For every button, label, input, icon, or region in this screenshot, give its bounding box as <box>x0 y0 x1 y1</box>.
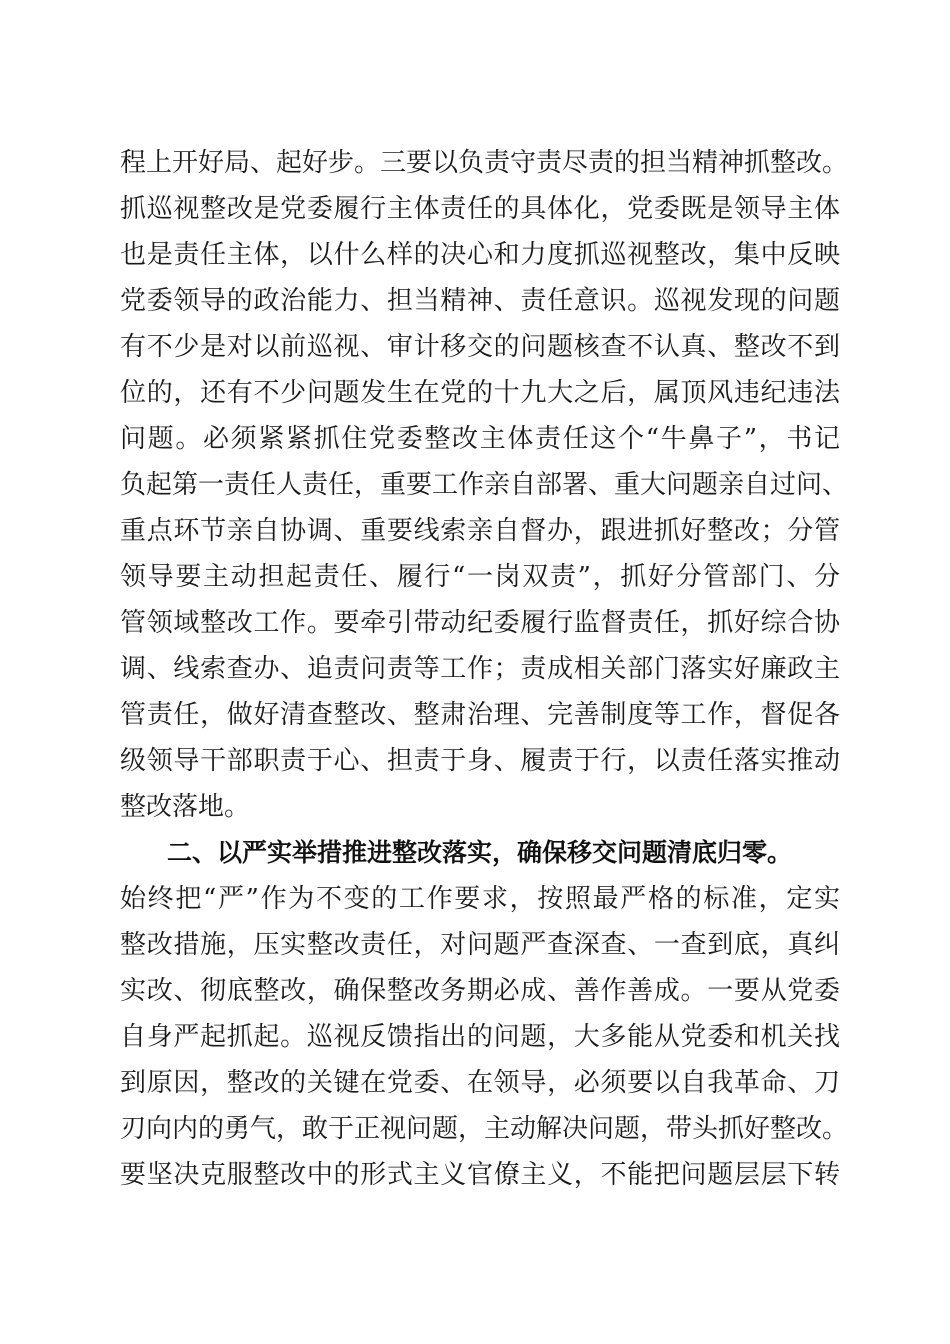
paragraph-line: 要坚决克服整改中的形式主义官僚主义，不能把问题层层下转 <box>120 1160 840 1190</box>
paragraph-line: 到原因，整改的关键在党委、在领导，必须要以自我革命、刀 <box>120 1068 840 1098</box>
paragraph-line: 整改措施，压实整改责任，对问题严查深查、一查到底，真纠 <box>120 930 840 960</box>
paragraph-line: 级领导干部职责于心、担责于身、履责于行，以责任落实推动 <box>120 746 840 776</box>
paragraph-line: 负起第一责任人责任，重要工作亲自部署、重大问题亲自过问、 <box>120 470 849 500</box>
paragraph-line: 程上开好局、起好步。三要以负责守责尽责的担当精神抓整改。 <box>120 148 849 178</box>
paragraph-line: 始终把“严”作为不变的工作要求，按照最严格的标准，定实 <box>120 884 840 914</box>
paragraph-line: 管领域整改工作。要牵引带动纪委履行监督责任，抓好综合协 <box>120 608 840 638</box>
paragraph-line: 管责任，做好清查整改、整肃治理、完善制度等工作，督促各 <box>120 700 840 730</box>
paragraph-line: 党委领导的政治能力、担当精神、责任意识。巡视发现的问题 <box>120 286 840 316</box>
paragraph-line: 刃向内的勇气，敢于正视问题，主动解决问题，带头抓好整改。 <box>120 1114 849 1144</box>
paragraph-line: 自身严起抓起。巡视反馈指出的问题，大多能从党委和机关找 <box>120 1022 840 1052</box>
paragraph-line: 调、线索查办、追责问责等工作；责成相关部门落实好廉政主 <box>120 654 840 684</box>
paragraph-line: 整改落地。 <box>120 792 251 822</box>
paragraph-line: 领导要主动担起责任、履行“一岗双责”，抓好分管部门、分 <box>120 562 840 592</box>
paragraph-line: 也是责任主体，以什么样的决心和力度抓巡视整改，集中反映 <box>120 240 840 270</box>
paragraph-line: 问题。必须紧紧抓住党委整改主体责任这个“牛鼻子”，书记 <box>120 424 840 454</box>
paragraph-line: 有不少是对以前巡视、审计移交的问题核查不认真、整改不到 <box>120 332 840 362</box>
paragraph-line: 实改、彻底整改，确保整改务期必成、善作善成。一要从党委 <box>120 976 840 1006</box>
paragraph-line: 位的，还有不少问题发生在党的十九大之后，属顶风违纪违法 <box>120 378 840 408</box>
paragraph-line: 重点环节亲自协调、重要线索亲自督办，跟进抓好整改；分管 <box>120 516 840 546</box>
section-heading: 二、以严实举措推进整改落实，确保移交问题清底归零。 <box>167 838 793 867</box>
paragraph-line: 抓巡视整改是党委履行主体责任的具体化，党委既是领导主体 <box>120 194 840 224</box>
